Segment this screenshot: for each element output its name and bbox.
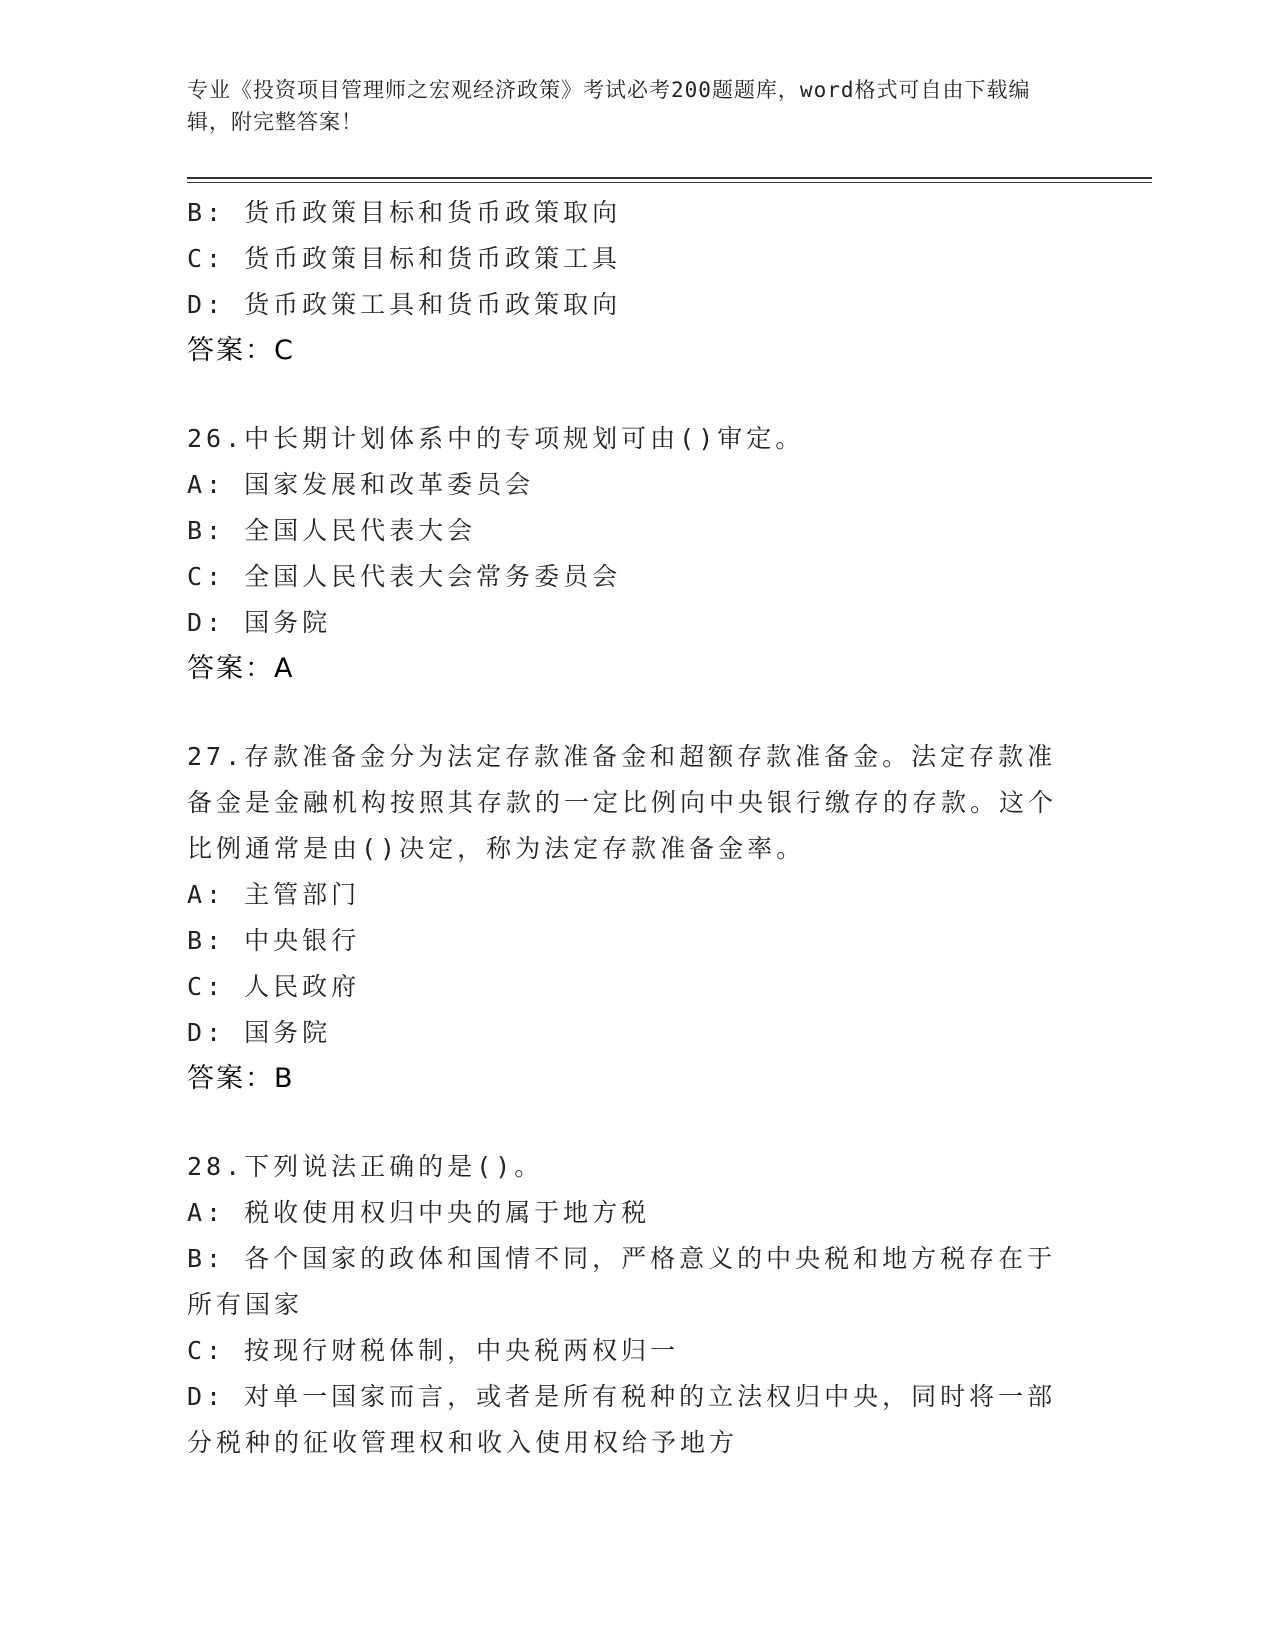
question-28 bbox=[187, 1144, 1077, 1466]
spacer bbox=[187, 1102, 1077, 1144]
question-stem: 27.存款准备金分为法定存款准备金和超额存款准备金。法定存款准备金是金融机构按照其存款的一定比例向中央银行缴存的存款。这个比例通常是由()决定，称为法定存款准备金率。 bbox=[187, 742, 1058, 863]
answer-line: 答案：B bbox=[187, 1063, 295, 1094]
option-b: B: 中央银行 bbox=[187, 926, 361, 955]
answer-line: 答案：A bbox=[187, 653, 295, 684]
option-d: D: 国务院 bbox=[187, 1018, 332, 1047]
option-c: C: 货币政策目标和货币政策工具 bbox=[187, 244, 622, 273]
option-b: B: 货币政策目标和货币政策取向 bbox=[187, 198, 622, 227]
option-a: A: 国家发展和改革委员会 bbox=[187, 470, 535, 499]
spacer bbox=[187, 692, 1077, 734]
option-d: D: 对单一国家而言，或者是所有税种的立法权归中央，同时将一部分税种的征收管理权和收入使用权给予地方 bbox=[187, 1382, 1057, 1457]
carryover-block bbox=[187, 190, 1077, 374]
option-a: A: 主管部门 bbox=[187, 880, 361, 909]
question-27 bbox=[187, 734, 1077, 1102]
header-divider-thin bbox=[187, 182, 1152, 183]
spacer bbox=[187, 374, 1077, 416]
option-c: C: 全国人民代表大会常务委员会 bbox=[187, 562, 622, 591]
option-c: C: 按现行财税体制，中央税两权归一 bbox=[187, 1336, 680, 1365]
header-divider-thick bbox=[187, 177, 1152, 179]
question-content bbox=[187, 190, 1077, 1466]
option-a: A: 税收使用权归中央的属于地方税 bbox=[187, 1198, 651, 1227]
question-stem: 28.下列说法正确的是()。 bbox=[187, 1152, 544, 1181]
question-26 bbox=[187, 416, 1077, 692]
question-stem: 26.中长期计划体系中的专项规划可由()审定。 bbox=[187, 424, 805, 453]
option-b: B: 各个国家的政体和国情不同，严格意义的中央税和地方税存在于所有国家 bbox=[187, 1244, 1057, 1319]
option-c: C: 人民政府 bbox=[187, 972, 361, 1001]
option-d: D: 货币政策工具和货币政策取向 bbox=[187, 290, 622, 319]
answer-line: 答案：C bbox=[187, 335, 295, 366]
option-d: D: 国务院 bbox=[187, 608, 332, 637]
document-header: 专业《投资项目管理师之宏观经济政策》考试必考200题题库，word格式可自由下载编辑，附完整答案！ bbox=[187, 78, 1031, 134]
option-b: B: 全国人民代表大会 bbox=[187, 516, 477, 545]
